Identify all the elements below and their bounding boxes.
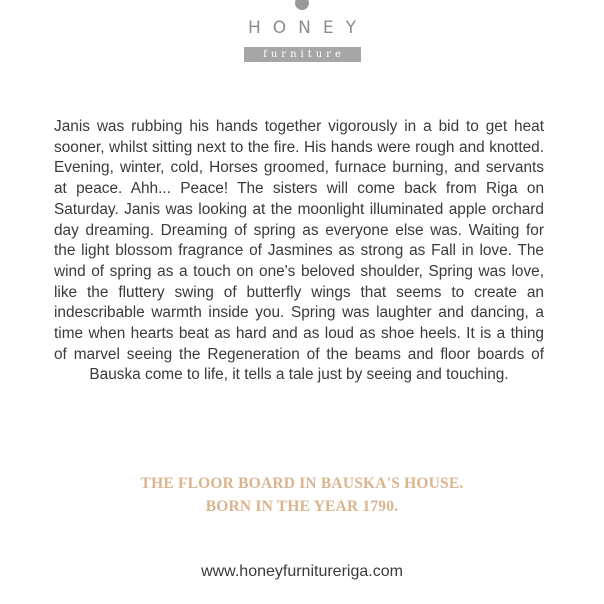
caption [0,472,604,518]
caption-line-1: THE FLOOR BOARD IN BAUSKA'S HOUSE. [140,475,464,492]
logo-subtitle: furniture [244,47,361,62]
caption-line-2: BORN IN THE YEAR 1790. [205,498,399,515]
website-link[interactable]: www.honeyfurnitureriga.com [201,563,403,580]
brand-logo [0,18,604,62]
story-paragraph: Janis was rubbing his hands together vigorously in a bid to get heat sooner, whilst sitting next to the fire. His hands were rough and knotted. Evening, winter, cold, Horses groomed, furnace burning, and servants at peace. Ahh... Peace! The sisters will come back from Riga on Saturday. Janis was looking at the moonlight illuminated apple orchard day dreaming. Dreaming of spring as everyone else was. Waiting for the light blossom fragrance of Jasmines as strong as Fall in love. The wind of spring as a touch on one's beloved shoulder, Spring was love, like the fluttery swing of butterfly wings that seems to create an indescribable warmth inside you. Spring was laughter and dancing, a time when hearts beat as hard and as loud as shoe heels. It is a thing of marvel seeing the Regeneration of the beams and floor boards of Bauska come to life, it tells a tale just by seeing and touching. [54,118,544,384]
logo-name: HONEY [247,18,368,38]
logo-mark-icon [295,0,309,10]
